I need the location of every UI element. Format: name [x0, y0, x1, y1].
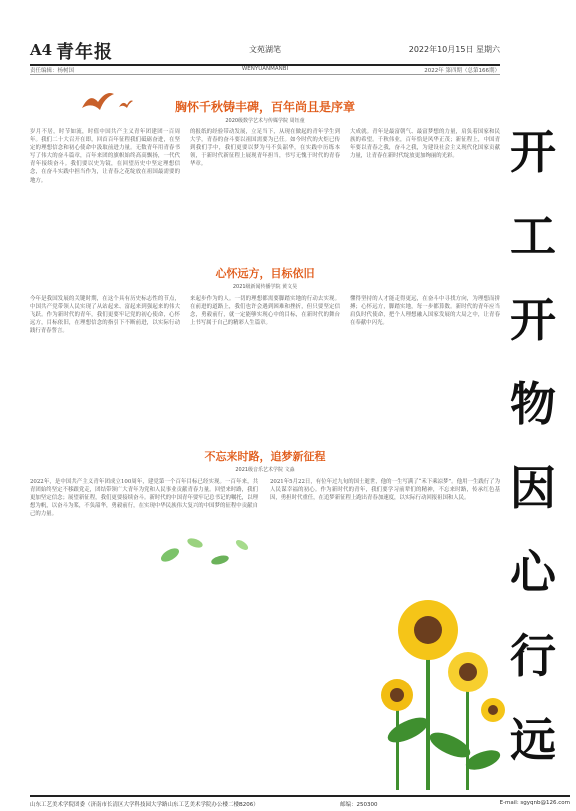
article-title: 不忘来时路，追梦新征程 [204, 450, 326, 463]
footer-email: E-mail: sgyqnb@126.com [499, 800, 570, 806]
side-calligraphy [510, 110, 570, 767]
newspaper-logo: 青年报 [56, 42, 113, 63]
section-name: 文苑湖笔 [249, 45, 281, 54]
leaves-decoration [150, 525, 260, 585]
masthead [30, 38, 500, 66]
article-column: 懂得坚持的人才能走得更远，在奋斗中寻找方向，为理想而拼搏；心怀远方，脚踏实地，每一步都算数。新时代的青年应当肩负时代使命，把个人理想融入国家发展的大局之中，让青春在奉献中闪光。 [350, 296, 500, 327]
editor-credit: 责任编辑：杨树国 [30, 68, 75, 74]
calligraphy-char: 心 [510, 545, 556, 599]
calligraphy-char: 因 [510, 461, 556, 515]
article-column: 大成就。青年是最富朝气、最富梦想的力量，肩负着国家和民族的希望。千秋伟业，百年恰是风华正茂；新征程上，中国青年要以青春之我，奋斗之我，为建设社会主义现代化国家贡献力量，让青春在新时代绽放更加绚丽的光彩。 [350, 129, 500, 160]
page-number: A4 [30, 41, 53, 59]
sunflower-illustration [368, 560, 508, 790]
issue-number: 2022年 第四期（总第166期） [424, 68, 500, 74]
calligraphy-char: 开 [510, 125, 556, 179]
masthead-subline [30, 65, 500, 75]
article-byline: 2021级音乐艺术学院 文淼 [235, 467, 295, 473]
article-column: 岁月不居，时节如流，时值中国共产主义青年团建团一百周年。我们二十大召开在即，回首百年征程我们砥砺奋进，在坚定的理想信念和初心使命中汲取前进力量。无数青年用青春书写了伟大的奋斗篇章，百年来团的旗帜始终高高飘扬，一代代青年接续奋斗。我们要以史为镜，在回望历史中坚定理想信念，在奋斗实践中担当作为，让青春之花绽放在祖国最需要的地方。 [30, 129, 180, 184]
calligraphy-char: 开 [510, 293, 556, 347]
footer [30, 795, 570, 809]
article-byline: 2021级新闻传播学院 黄文昊 [232, 284, 298, 290]
article-column: 2021年5月22日，有位年过九旬的国士逝世，他的一生写满了“禾下乘凉梦”。他用一生践行了为人民谋幸福的初心。作为新时代的青年，我们要学习前辈们的精神，不忘来时路，传承红色基因，勇担时代重任，在追梦新征程上跑出青春加速度，以实际行动回报祖国和人民。 [270, 479, 500, 502]
article-title: 胸怀千秋铸丰碑，百年尚且是序章 [174, 100, 355, 114]
article-column: 2022年，是中国共产主义青年团成立100周年，建党第一个百年目标已经实现。一百年来，共青团始终坚定不移跟党走，团结带领广大青年为党和人民事业贡献青春力量。回望来时路，我们更加坚定信念；展望新征程，我们更要接续奋斗。新时代的中国青年要牢记总书记的嘱托，以理想为帆，以奋斗为桨，不负韶华，勇毅前行，在实现中华民族伟大复兴的中国梦的征程中贡献自己的力量。 [30, 479, 258, 518]
footer-address: 山东工艺美术学院团委（济南市长清区大学科技园大学路山东工艺美术学院办公楼二楼B206） [30, 802, 259, 808]
calligraphy-char: 工 [510, 209, 556, 263]
calligraphy-char: 物 [510, 377, 556, 431]
article-column: 的报纸的经验带动发展，立足当下，从现在做起的青年学生到大学，青春的奋斗要以祖国需要为已任。如今时代的火炬已传到我们手中，我们更要以梦为马不负韶华，在实践中历练本领，于新时代新征程上展现青年担当，书写无愧于时代的青春华章。 [190, 129, 340, 168]
calligraphy-char: 远 [510, 713, 556, 767]
article-title: 心怀远方，目标依旧 [215, 267, 315, 280]
section-pinyin: WENYUANMANBI [241, 66, 289, 72]
issue-date: 2022年10月15日 星期六 [408, 45, 500, 54]
article-column: 今年是我国发展的关键时期，在这个具有历史标志性的节点，中国共产党带领人民实现了从站起来、富起来到强起来的伟大飞跃。作为新时代的青年，我们更要牢记党的初心使命，心怀远方，目标依旧，在理想信念的指引下不断前进，以实际行动践行青春誓言。 [30, 296, 180, 335]
calligraphy-char: 行 [510, 629, 556, 683]
footer-postcode: 邮编：250300 [340, 802, 378, 808]
article-byline: 2020级数学艺术与传媒学院 周钰童 [225, 118, 305, 124]
article-column: 来起步作为的人。一切的理想都需要脚踏实地的行动去实现。在前进的道路上，我们也许会遇到困难和挫折，但只要坚定信念，勇毅前行，就一定能够实现心中的目标，在新时代的舞台上书写属于自己的精彩人生篇章。 [190, 296, 340, 327]
